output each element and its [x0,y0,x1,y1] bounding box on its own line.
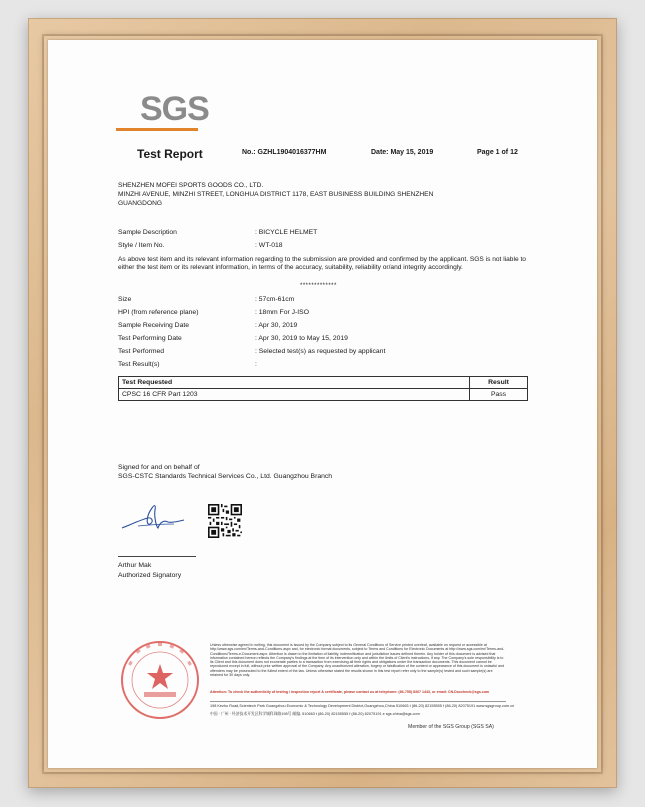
applicant-name: SHENZHEN MOFEI SPORTS GOODS CO., LTD. [118,182,264,189]
hpi-label: HPI (from reference plane) [118,309,199,316]
logo-orange-rule [116,128,198,131]
signing-company: SGS-CSTC Standards Technical Services Co., Ltd. Guangzhou Branch [118,473,333,480]
test-requested-cell: CPSC 16 CFR Part 1203 [119,389,470,401]
handwritten-signature [118,498,188,538]
test-results-value: : [255,361,257,368]
official-seal-stamp [118,638,202,722]
applicant-address-cont: GUANGDONG [118,200,162,207]
receiving-date-value: : Apr 30, 2019 [255,322,298,329]
applicant-address: MINZHI AVENUE, MINZHI STREET, LONGHUA DISTRICT 1178, EAST BUSINESS BUILDING SHENZHEN [118,191,434,198]
performing-date-label: Test Performing Date [118,335,182,342]
size-label: Size [118,296,132,303]
separator-stars: ************* [300,283,337,289]
report-title: Test Report [137,147,203,161]
result-cell: Pass [470,389,528,401]
performing-date-value: : Apr 30, 2019 to May 15, 2019 [255,335,348,342]
style-item-label: Style / Item No. [118,242,165,249]
signature-line [118,556,196,557]
style-item-value: : WT-018 [255,242,283,249]
sample-description-value: : BICYCLE HELMET [255,229,318,236]
hpi-value: : 18mm For J-ISO [255,309,310,316]
qr-code [208,503,242,539]
col-test-requested: Test Requested [119,377,470,389]
table-row [119,389,528,401]
footer-address-cn: 中国 · 广州 · 经济技术开发区科学城科珠路198号 邮编: 510663 t (86-20) 82155555 f (86-20) 82075191 e sgs.china@sgs.com [210,712,420,716]
test-performed-label: Test Performed [118,348,165,355]
report-number: No.: GZHL1904016377HM [242,149,327,156]
sample-description-label: Sample Description [118,229,177,236]
footer-address-en: 198 Kezhu Road,Scientech Park Guangzhou Economic & Technology Development District,Guangzhou,China 510663 t (86-20) 82155555 f (86-20) 82075191 www.sgsgroup.com.cn [210,704,515,708]
signatory-title: Authorized Signatory [118,572,182,579]
sgs-group-member: Member of the SGS Group (SGS SA) [408,724,494,730]
test-performed-value: : Selected test(s) as requested by applicant [255,348,386,355]
sgs-logo: SGS [140,90,209,128]
footer-divider [210,701,506,702]
table-header-row [119,377,528,389]
receiving-date-label: Sample Receiving Date [118,322,190,329]
test-results-label: Test Result(s) [118,361,160,368]
col-result: Result [470,377,528,389]
authenticity-notice: Attention: To check the authenticity of testing / inspection report & certificate, please contact us at telephone: (86-755) 8307 1443, or email: CN.Doccheck@sgs.com [210,690,490,694]
page-indicator: Page 1 of 12 [477,149,518,156]
results-table [118,376,528,401]
signed-on-behalf: Signed for and on behalf of [118,464,200,471]
signatory-name: Arthur Mak [118,562,152,569]
liability-statement: As above test item and its relevant information regarding to the submission are provided and confirmed by the applicant. SGS is not liable to either the test item or its relevant information, in terms of the accuracy, suitability, reliability or/and integrity accordingly. [118,256,526,271]
terms-fine-print: Unless otherwise agreed in writing, this document is issued by the Company subject to its General Conditions of Service printed overleaf, available on request or accessible at http://www.sgs.com/en/Terms-and-Conditions.aspx and, for electronic format documents, subject to Terms and Conditions for Electronic Documents at http://www.sgs.com/en/Terms-and-Conditions/Terms-e-Document.aspx. Attention is drawn to the limitation of liability, indemnification and jurisdiction issues defined therein. Any holder of this document is advised that information contained hereon reflects the Company's findings at the time of its intervention only and within the limits of Client's instructions, if any. The Company's sole responsibility is to its Client and this document does not exonerate parties to a transaction from exercising all their rights and obligations under the transaction documents. This document cannot be reproduced except in full, without prior written approval of the Company. Any unauthorized alteration, forgery or falsification of the content or appearance of this document is unlawful and offenders may be prosecuted to the fullest extent of the law. Unless otherwise stated the results shown in this test report refer only to the sample(s) tested and such sample(s) are retained for 30 days only. [210,643,505,678]
report-date: Date: May 15, 2019 [371,149,434,156]
size-value: : 57cm-61cm [255,296,295,303]
